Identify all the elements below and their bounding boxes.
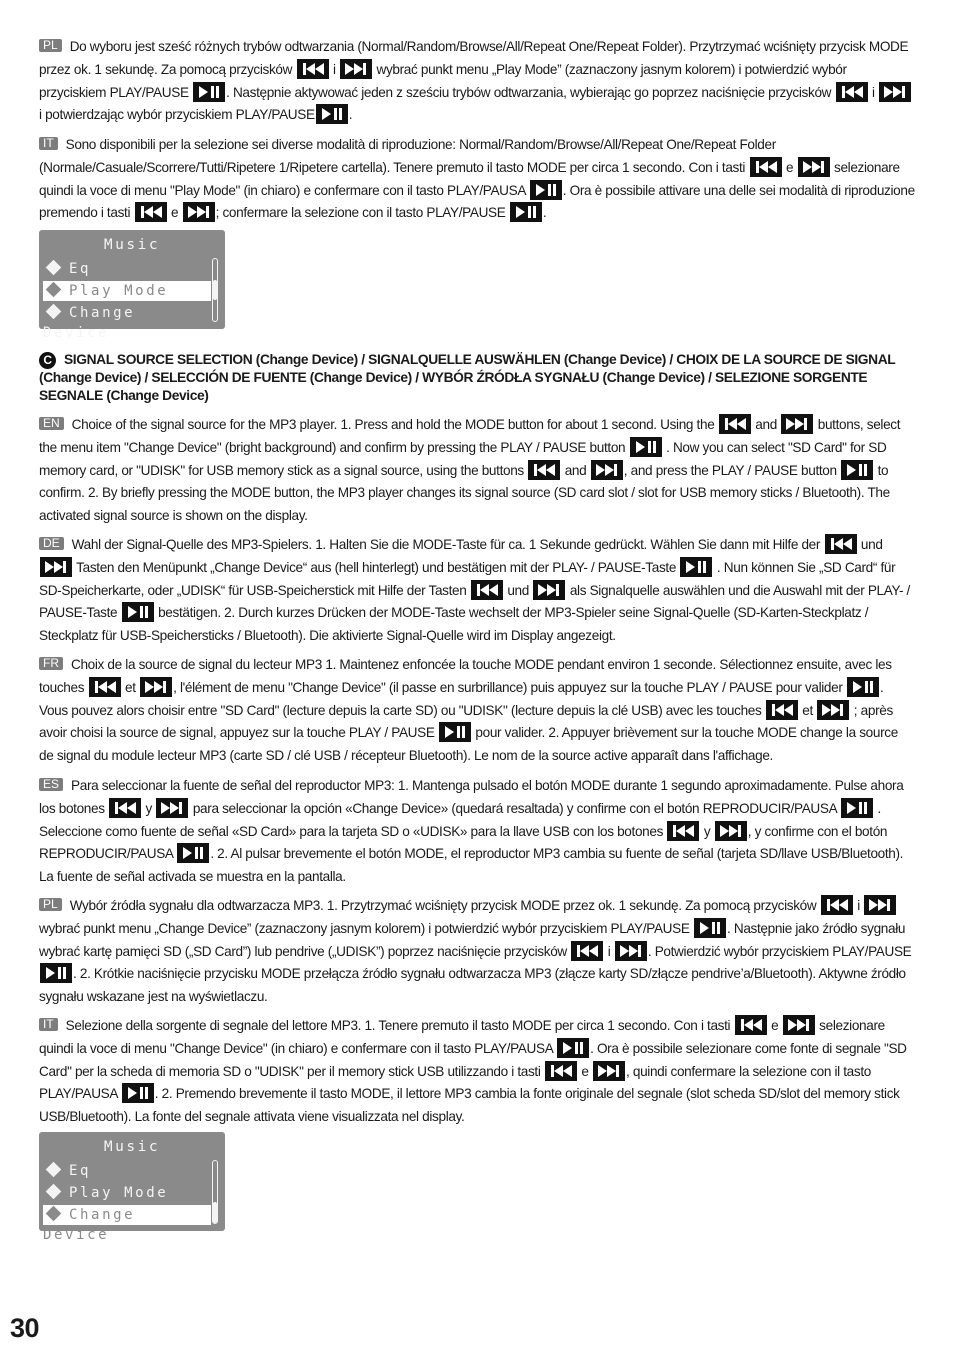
paragraph-text: bestätigen. 2. Durch kurzes Drücken der MODE-Taste wechselt der MP3-Spieler seine Signal-Quelle (SD-Karten-Steckplatz / Steckplatz für USB-Speichersticks / Bluetooth). Die aktivierte Signal-Quelle wird im Display angezeigt. <box>39 605 869 644</box>
skip-forward-icon <box>591 460 623 480</box>
skip-forward-icon <box>156 798 188 818</box>
paragraph-text: selezionare quindi la voce di menu "Play Mode" (in chiaro) e confermare con il tasto PLAY/PAUSA <box>39 159 900 198</box>
skip-forward-icon <box>533 580 565 600</box>
paragraph-de <box>39 534 915 648</box>
play-pause-icon <box>193 82 225 102</box>
paragraph-text: . Ora è possibile selezionare come fonte di segnale "SD Card" per la scheda di memoria SD o "UDISK" per il memory stick USB utilizzando i tasti <box>39 1040 907 1079</box>
skip-previous-icon <box>836 82 868 102</box>
skip-forward-icon <box>798 157 830 177</box>
play-pause-icon <box>316 104 348 124</box>
play-pause-icon <box>510 202 542 222</box>
skip-previous-icon <box>571 941 603 961</box>
skip-previous-icon <box>821 895 853 915</box>
paragraph-text: , quindi confermare la selezione con il tasto PLAY/PAUSA <box>39 1063 871 1102</box>
play-pause-icon <box>122 1083 154 1103</box>
lcd-menu-item <box>43 1161 211 1181</box>
play-pause-icon <box>847 677 879 697</box>
paragraph-it-change-device <box>39 1015 915 1129</box>
play-pause-icon <box>841 798 873 818</box>
paragraph-text: Selezione della sorgente di segnale del lettore MP3. 1. Tenere premuto il tasto MODE per circa 1 secondo. Con i tasti <box>65 1018 734 1033</box>
skip-forward-icon <box>879 82 911 102</box>
skip-forward-icon <box>140 677 172 697</box>
skip-previous-icon <box>750 157 782 177</box>
lcd-menu-item <box>43 303 211 341</box>
play-pause-icon <box>694 918 726 938</box>
lcd-display-play-mode <box>39 230 225 341</box>
paragraph-text: . 2. Premendo brevemente il tasto MODE, il lettore MP3 cambia la fonte originale del segnale (slot scheda SD/slot del memory stick USB/Bluetooth). La fonte del segnale attivata viene visualizzata nel display. <box>39 1086 900 1125</box>
skip-previous-icon <box>297 59 329 79</box>
section-title: SIGNAL SOURCE SELECTION (Change Device) / SIGNALQUELLE AUSWÄHLEN (Change Device) / CHOIX DE LA SOURCE DE SIGNAL (Change Device) / SELECCIÓN DE FUENTE (Change Device) / WYBÓR ŹRÓDŁA SYGNAŁU (Change Device) / SELEZIONE SORGENTE SEGNALE (Change Device) <box>39 352 896 403</box>
skip-previous-icon <box>135 202 167 222</box>
paragraph-text: i <box>868 84 879 100</box>
language-badge: EN <box>39 417 64 430</box>
paragraph-text: . Następnie aktywować jeden z sześciu trybów odtwarzania, wybierając go poprzez naciśnięcie przycisków <box>226 84 835 100</box>
lcd-scrollbar-thumb <box>213 280 217 301</box>
paragraph-text: . Vous pouvez alors choisir entre "SD Card" (lecture depuis la carte SD) ou "UDISK" (lecture depuis la clé USB) avec les touches <box>39 679 884 718</box>
paragraph-text: , l'élément de menu "Change Device" (il passe en surbrillance) puis appuyez sur la touche PLAY / PAUSE pour valider <box>173 679 846 695</box>
paragraph-text: und <box>857 537 883 552</box>
skip-previous-icon <box>719 414 751 434</box>
paragraph-text: . <box>542 205 547 221</box>
paragraph-text: y <box>142 800 156 816</box>
lcd-menu-item <box>43 1205 211 1243</box>
diamond-bullet-icon <box>46 1184 62 1200</box>
paragraph-text: Para seleccionar la fuente de señal del reproductor MP3: 1. Mantenga pulsado el botón MODE durante 1 segundo aproximadamente. Pulse ahora los botones <box>39 778 904 816</box>
paragraph-text: i <box>853 898 864 913</box>
paragraph-text: para seleccionar la opción «Change Device» (quedará resaltada) y confirme con el botón REPRODUCIR/PAUSA <box>189 800 841 816</box>
skip-previous-icon <box>766 700 798 720</box>
diamond-bullet-icon <box>46 282 62 298</box>
lcd-menu-item-label: Change Device <box>43 305 136 341</box>
paragraph-text: , and press the PLAY / PAUSE button <box>623 462 841 478</box>
play-pause-icon <box>630 437 662 457</box>
skip-forward-icon <box>40 557 72 577</box>
play-pause-icon <box>177 843 209 863</box>
lcd-title: Music <box>103 237 161 253</box>
paragraph-text: ; après avoir choisi la source de signal, appuyez sur la touche PLAY / PAUSE <box>39 702 893 741</box>
lcd-scrollbar <box>212 1160 218 1224</box>
paragraph-text: ; confermare la selezione con il tasto PLAY/PAUSE <box>215 205 509 221</box>
skip-previous-icon <box>89 677 121 697</box>
paragraph-text: et <box>121 679 140 695</box>
language-badge: IT <box>39 1018 58 1031</box>
paragraph-text: . <box>348 107 353 123</box>
diamond-bullet-icon <box>46 260 62 276</box>
paragraph-text: Sono disponibili per la selezione sei diverse modalità di riproduzione: Normal/Random/Browse/All/Repeat One/Repeat Folder (Normale/Casuale/Scorrere/Tutti/Ripetere 1/Ripetere cartella). Tenere premuto il tasto MODE per circa 1 secondo. Con i tasti <box>39 137 776 175</box>
section-heading <box>39 351 919 405</box>
paragraph-text: to confirm. 2. By briefly pressing the MODE button, the MP3 player changes its signal source (SD card slot / slot for USB memory sticks / Bluetooth). The activated signal source is shown on the display. <box>39 462 890 524</box>
paragraph-text: Wahl der Signal-Quelle des MP3-Spielers. 1. Halten Sie die MODE-Taste für ca. 1 Sekunde gedrückt. Wählen Sie dann mit Hilfe der <box>71 537 824 552</box>
paragraph-text: wybrać punkt menu „Play Mode” (zaznaczony jasnym kolorem) i potwierdzić wybór przyciskiem PLAY/PAUSE <box>39 61 847 100</box>
paragraph-text: e <box>577 1063 593 1079</box>
paragraph-text: . 2. Al pulsar brevemente el botón MODE, el reproductor MP3 cambia su fuente de señal (tarjeta SD/llave USB/Bluetooth). La fuente de señal activada se muestra en la pantalla. <box>39 846 904 885</box>
paragraph-text: et <box>798 702 817 718</box>
lcd-menu-item-label: Play Mode <box>69 1185 169 1201</box>
paragraph-text: Choix de la source de signal du lecteur MP3 1. Maintenez enfoncée la touche MODE pendant environ 1 seconde. Sélectionnez ensuite, avec les touches <box>39 657 892 695</box>
paragraph-text: buttons, select the menu item "Change Device" (bright background) and confirm by pressing the PLAY / PAUSE button <box>39 417 901 455</box>
lcd-menu-item-label: Eq <box>69 261 92 277</box>
paragraph-text: , y confirme con el botón REPRODUCIR/PAUSA <box>39 823 888 862</box>
paragraph-es <box>39 775 915 889</box>
skip-forward-icon <box>715 821 747 841</box>
skip-previous-icon <box>825 534 857 554</box>
paragraph-text: Wybór źródła sygnału dla odtwarzacza MP3. 1. Przytrzymać wciśnięty przycisk MODE przez ok. 1 sekundę. Za pomocą przycisków <box>69 898 820 913</box>
lcd-display-change-device <box>39 1132 225 1243</box>
paragraph-text: y <box>700 823 714 839</box>
paragraph-text: pour valider. 2. Appuyer brièvement sur la touche MODE change la source de signal du module lecteur MP3 (carte SD / clé USB / récepteur Bluetooth). Le nom de la source active apparaît dans l'affichage. <box>39 725 898 764</box>
skip-forward-icon <box>781 414 813 434</box>
section-marker: C <box>39 352 56 369</box>
paragraph-text: . Nun können Sie „SD Card“ für SD-Speicherkarte, oder „UDISK“ für USB-Speicherstick mit Hilfe der Tasten <box>39 559 896 598</box>
language-badge: FR <box>39 657 63 670</box>
paragraph-text: . 2. Krótkie naciśnięcie przycisku MODE przełącza źródło sygnału odtwarzacza MP3 (złącze karty SD/złącze pendrive’a/Bluetooth). Aktywne źródło sygnału wskazane jest na wyświetlaczu. <box>39 966 906 1005</box>
skip-previous-icon <box>735 1015 767 1035</box>
paragraph-text: and <box>751 417 781 432</box>
lcd-scrollbar <box>212 258 218 322</box>
language-badge: IT <box>39 137 58 150</box>
paragraph-text: Tasten den Menüpunkt „Change Device“ aus (hell hinterlegt) und bestätigen mit der PLAY- / PAUSE-Taste <box>73 559 680 575</box>
skip-previous-icon <box>528 460 560 480</box>
skip-previous-icon <box>667 821 699 841</box>
play-pause-icon <box>122 602 154 622</box>
paragraph-text: Choice of the signal source for the MP3 player. 1. Press and hold the MODE button for about 1 second. Using the <box>71 417 718 432</box>
page-number: 30 <box>10 1313 40 1343</box>
paragraph-en <box>39 414 915 528</box>
paragraph-it-play-mode <box>39 134 915 225</box>
paragraph-text: i <box>604 943 614 959</box>
lcd-title: Music <box>103 1139 161 1155</box>
paragraph-text: und <box>503 582 533 598</box>
lcd-menu-item <box>43 259 211 279</box>
skip-forward-icon <box>817 700 849 720</box>
paragraph-text: als Signalquelle auswählen und die Auswahl mit der PLAY- / PAUSE-Taste <box>39 582 910 621</box>
lcd-menu-item-label: Play Mode <box>69 283 169 299</box>
language-badge: PL <box>39 898 62 911</box>
play-pause-icon <box>680 557 712 577</box>
lcd-menu-item <box>43 1183 211 1203</box>
paragraph-fr <box>39 654 915 768</box>
paragraph-text: e <box>167 205 182 221</box>
skip-previous-icon <box>471 580 503 600</box>
paragraph-text: . Ora è possibile attivare una delle sei modalità di riproduzione premendo i tasti <box>39 182 915 221</box>
play-pause-icon <box>841 460 873 480</box>
language-badge: DE <box>39 537 64 550</box>
diamond-bullet-icon <box>46 304 62 320</box>
paragraph-text: and <box>561 462 590 478</box>
paragraph-text: e <box>782 159 797 175</box>
paragraph-text: e <box>767 1018 782 1033</box>
skip-forward-icon <box>864 895 896 915</box>
lcd-scrollbar-thumb <box>213 1202 217 1223</box>
paragraph-pl-change-device <box>39 895 915 1009</box>
paragraph-text: Do wyboru jest sześć różnych trybów odtwarzania (Normal/Random/Browse/All/Repeat One/Repeat Folder). Przytrzymać wciśnięty przycisk MODE przez ok. 1 sekundę. Za pomocą przycisków <box>39 39 909 77</box>
lcd-menu-item-label: Change Device <box>43 1207 136 1243</box>
skip-forward-icon <box>783 1015 815 1035</box>
paragraph-text: . Następnie jako źródło sygnału wybrać kartę pamięci SD („SD Card”) lub pendrive („UDISK”) poprzez naciśnięcie przycisków <box>39 920 906 959</box>
paragraph-text: . Now you can select "SD Card" for SD memory card, or "UDISK" for USB memory stick as a signal source, using the buttons <box>39 439 887 478</box>
play-pause-icon <box>40 963 72 983</box>
paragraph-text: i <box>329 61 340 77</box>
diamond-bullet-icon <box>46 1162 62 1178</box>
paragraph-text: i potwierdzając wybór przyciskiem PLAY/PAUSE <box>39 107 315 123</box>
skip-forward-icon <box>340 59 372 79</box>
diamond-bullet-icon <box>46 1206 62 1222</box>
language-badge: ES <box>39 778 63 791</box>
language-badge: PL <box>39 39 62 52</box>
skip-previous-icon <box>109 798 141 818</box>
play-pause-icon <box>530 180 562 200</box>
paragraph-text: . Potwierdzić wybór przyciskiem PLAY/PAUSE <box>647 943 912 959</box>
paragraph-pl-play-mode <box>39 36 915 127</box>
paragraph-text: . Seleccione como fuente de señal «SD Card» para la tarjeta SD o «UDISK» para la llave USB con los botones <box>39 800 881 839</box>
paragraph-text: selezionare quindi la voce di menu "Change Device" (in chiaro) e confermare con il tasto PLAY/PAUSA <box>39 1018 885 1056</box>
play-pause-icon <box>439 722 471 742</box>
skip-forward-icon <box>183 202 215 222</box>
lcd-menu-item <box>43 281 211 301</box>
paragraph-text: wybrać punkt menu „Change Device” (zaznaczony jasnym kolorem) i potwierdzić wybór przyciskiem PLAY/PAUSE <box>39 920 694 936</box>
skip-forward-icon <box>593 1061 625 1081</box>
skip-forward-icon <box>615 941 647 961</box>
skip-previous-icon <box>545 1061 577 1081</box>
lcd-menu-item-label: Eq <box>69 1163 92 1179</box>
play-pause-icon <box>557 1038 589 1058</box>
